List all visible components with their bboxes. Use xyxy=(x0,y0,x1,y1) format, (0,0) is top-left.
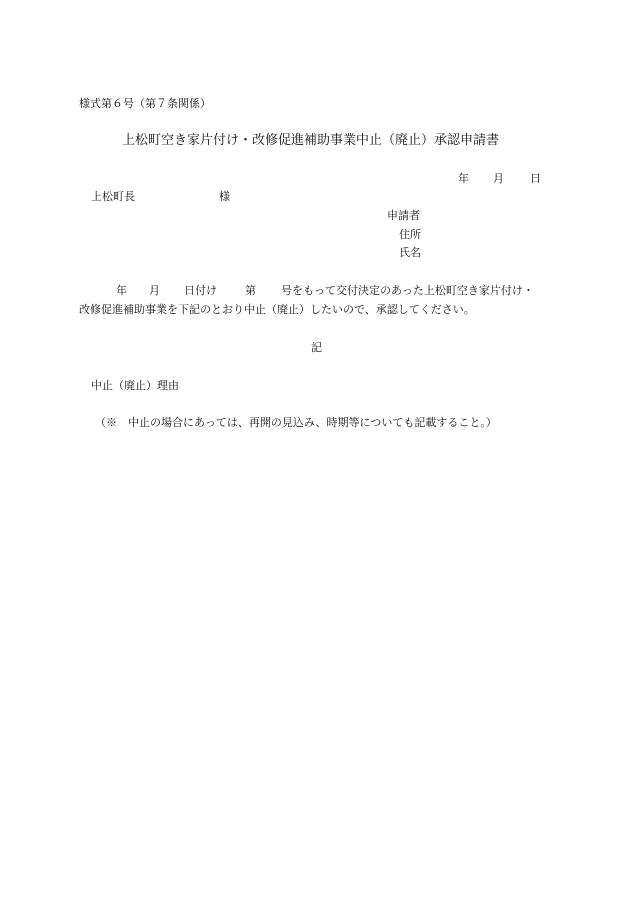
ki-heading: 記 xyxy=(311,341,322,354)
note-text: （※ 中止の場合にあっては、再開の見込み、時期等についても記載すること。） xyxy=(95,416,497,429)
addressee-honorific: 様 xyxy=(219,190,230,203)
date-year-label: 年 xyxy=(458,172,469,185)
body-line-1: 号をもって交付決定のあった上松町空き家片付け・ xyxy=(281,284,534,297)
applicant-address-label: 住所 xyxy=(399,228,421,241)
applicant-label: 申請者 xyxy=(387,209,420,222)
applicant-name-label: 氏名 xyxy=(399,246,421,259)
body-month-label: 月 xyxy=(149,284,160,297)
addressee-name: 上松町長 xyxy=(91,190,135,203)
body-date-label: 日付け xyxy=(184,284,217,297)
form-number: 様式第６号（第７条関係） xyxy=(79,97,211,110)
body-year-label: 年 xyxy=(116,284,127,297)
body-line-2: 改修促進補助事業を下記のとおり中止（廃止）したいので、承認してください。 xyxy=(79,303,475,316)
document-title: 上松町空き家片付け・改修促進補助事業中止（廃止）承認申請書 xyxy=(122,133,500,148)
reason-label: 中止（廃止）理由 xyxy=(91,379,179,392)
date-day-label: 日 xyxy=(530,172,541,185)
date-month-label: 月 xyxy=(493,172,504,185)
body-number-prefix: 第 xyxy=(245,284,256,297)
